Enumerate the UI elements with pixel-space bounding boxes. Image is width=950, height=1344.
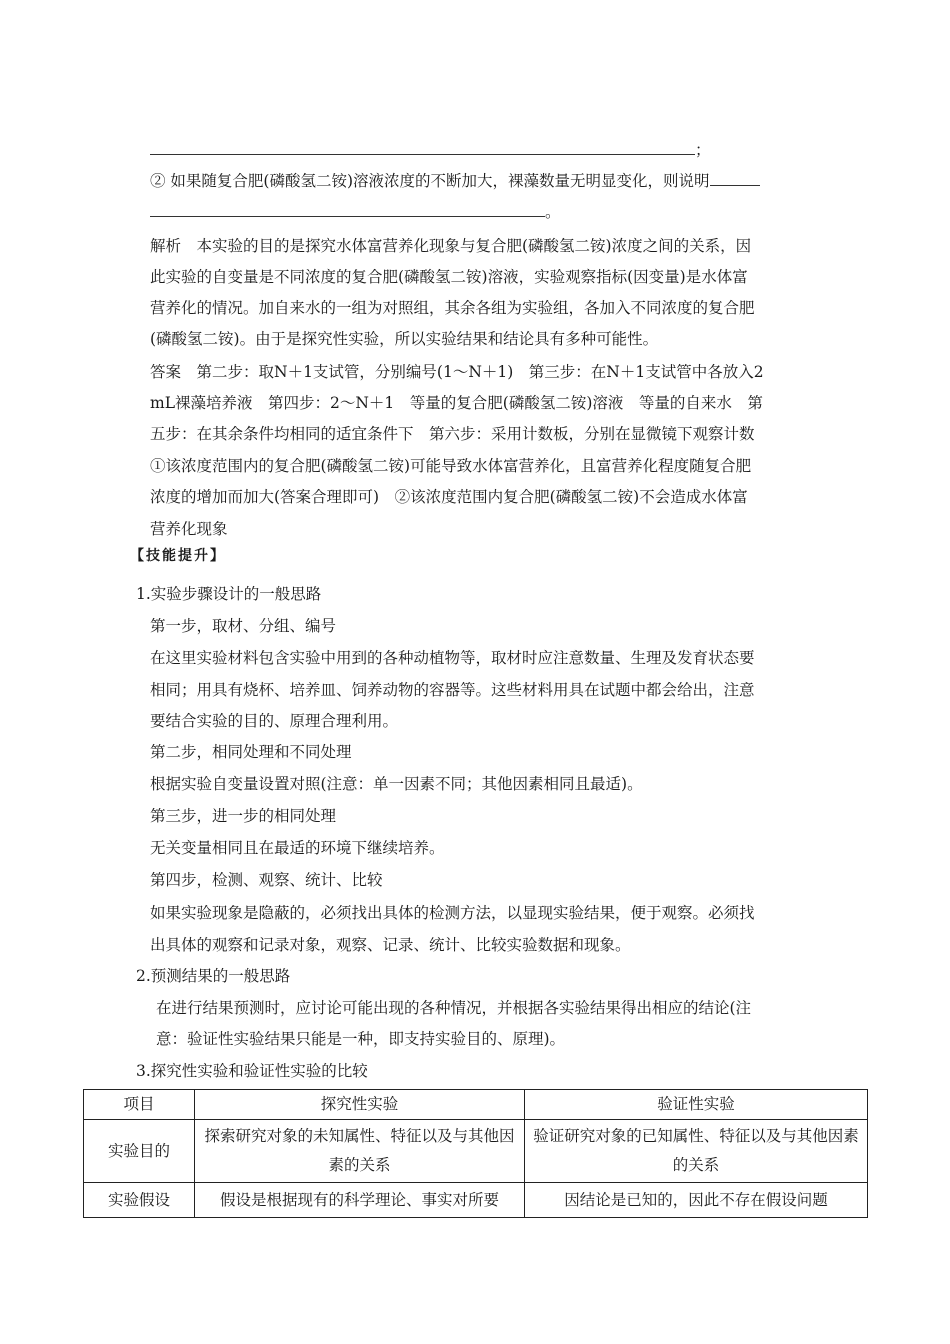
table-header-cell: 验证性实验: [525, 1090, 868, 1120]
fill-blank[interactable]: [150, 202, 545, 217]
answer-line: 答案 第二步：取N＋1支试管，分别编号(1～N＋1) 第三步：在N＋1支试管中各放入2: [150, 363, 764, 381]
answer-line: mL裸藻培养液 第四步：2～N＋1 等量的复合肥(磷酸氢二铵)溶液 等量的自来水 第: [150, 394, 763, 412]
fill-blank[interactable]: [710, 171, 760, 186]
section-2-title: 2.预测结果的一般思路: [136, 967, 291, 985]
table-cell: 假设是根据现有的科学理论、事实对所要: [195, 1183, 525, 1218]
step-1-title: 第一步，取材、分组、编号: [150, 617, 337, 635]
step-2-title: 第二步，相同处理和不同处理: [150, 743, 352, 761]
analysis-line: 营养化的情况。加自来水的一组为对照组，其余各组为实验组，各加入不同浓度的复合肥: [150, 299, 755, 317]
blank-punct: 。: [545, 203, 561, 221]
answer-blank-line-1: [150, 140, 711, 160]
section-heading: 【技能提升】: [130, 548, 226, 564]
table-cell: 探索研究对象的未知属性、特征以及与其他因素的关系: [195, 1120, 525, 1183]
table-cell: 因结论是已知的，因此不存在假设问题: [525, 1183, 868, 1218]
table-cell: 实验假设: [84, 1183, 195, 1218]
step-4-text: 如果实验现象是隐蔽的，必须找出具体的检测方法，以显现实验结果，便于观察。必须找: [150, 904, 755, 922]
answer-line: 营养化现象: [150, 520, 228, 538]
answer-blank-line-2: [150, 202, 561, 222]
table-header-cell: 探究性实验: [195, 1090, 525, 1120]
answer-line: 五步：在其余条件均相同的适宜条件下 第六步：采用计数板，分别在显微镜下观察计数: [150, 425, 755, 443]
answer-line: 浓度的增加而加大(答案合理即可) ②该浓度范围内复合肥(磷酸氢二铵)不会造成水体富: [150, 488, 748, 506]
blank-punct: ；: [695, 141, 711, 159]
step-1-text: 在这里实验材料包含实验中用到的各种动植物等，取材时应注意数量、生理及发育状态要: [150, 649, 755, 667]
answer-line: ①该浓度范围内的复合肥(磷酸氢二铵)可能导致水体富营养化，且富营养化程度随复合肥: [150, 457, 752, 475]
comparison-table: [83, 1089, 868, 1218]
section-3-title: 3.探究性实验和验证性实验的比较: [136, 1062, 368, 1080]
table-header-cell: 项目: [84, 1090, 195, 1120]
step-4-title: 第四步，检测、观察、统计、比较: [150, 871, 383, 889]
section-1-title: 1.实验步骤设计的一般思路: [136, 585, 322, 603]
question-item-2: [150, 171, 760, 191]
fill-blank[interactable]: [150, 140, 695, 155]
step-3-title: 第三步，进一步的相同处理: [150, 807, 337, 825]
table-row: [84, 1183, 868, 1218]
table-cell: 实验目的: [84, 1120, 195, 1183]
step-4-text: 出具体的观察和记录对象，观察、记录、统计、比较实验数据和现象。: [150, 936, 631, 954]
table-header-row: [84, 1090, 868, 1120]
analysis-line: (磷酸氢二铵)。由于是探究性实验，所以实验结果和结论具有多种可能性。: [150, 330, 659, 348]
step-1-text: 要结合实验的目的、原理合理利用。: [150, 712, 399, 730]
table-cell: 验证研究对象的已知属性、特征以及与其他因素的关系: [525, 1120, 868, 1183]
analysis-line: 解析 本实验的目的是探究水体富营养化现象与复合肥(磷酸氢二铵)浓度之间的关系，因: [150, 237, 752, 255]
section-2-text: 意：验证性实验结果只能是一种，即支持实验目的、原理)。: [156, 1030, 566, 1048]
table-row: [84, 1120, 868, 1183]
step-3-text: 无关变量相同且在最适的环境下继续培养。: [150, 839, 445, 857]
section-2-text: 在进行结果预测时，应讨论可能出现的各种情况，并根据各实验结果得出相应的结论(注: [156, 999, 752, 1017]
question-item-2-text: ② 如果随复合肥(磷酸氢二铵)溶液浓度的不断加大，裸藻数量无明显变化，则说明: [150, 172, 710, 190]
step-1-text: 相同；用具有烧杯、培养皿、饲养动物的容器等。这些材料用具在试题中都会给出，注意: [150, 681, 755, 699]
analysis-line: 此实验的自变量是不同浓度的复合肥(磷酸氢二铵)溶液，实验观察指标(因变量)是水体富: [150, 268, 748, 286]
step-2-text: 根据实验自变量设置对照(注意：单一因素不同；其他因素相同且最适)。: [150, 775, 643, 793]
